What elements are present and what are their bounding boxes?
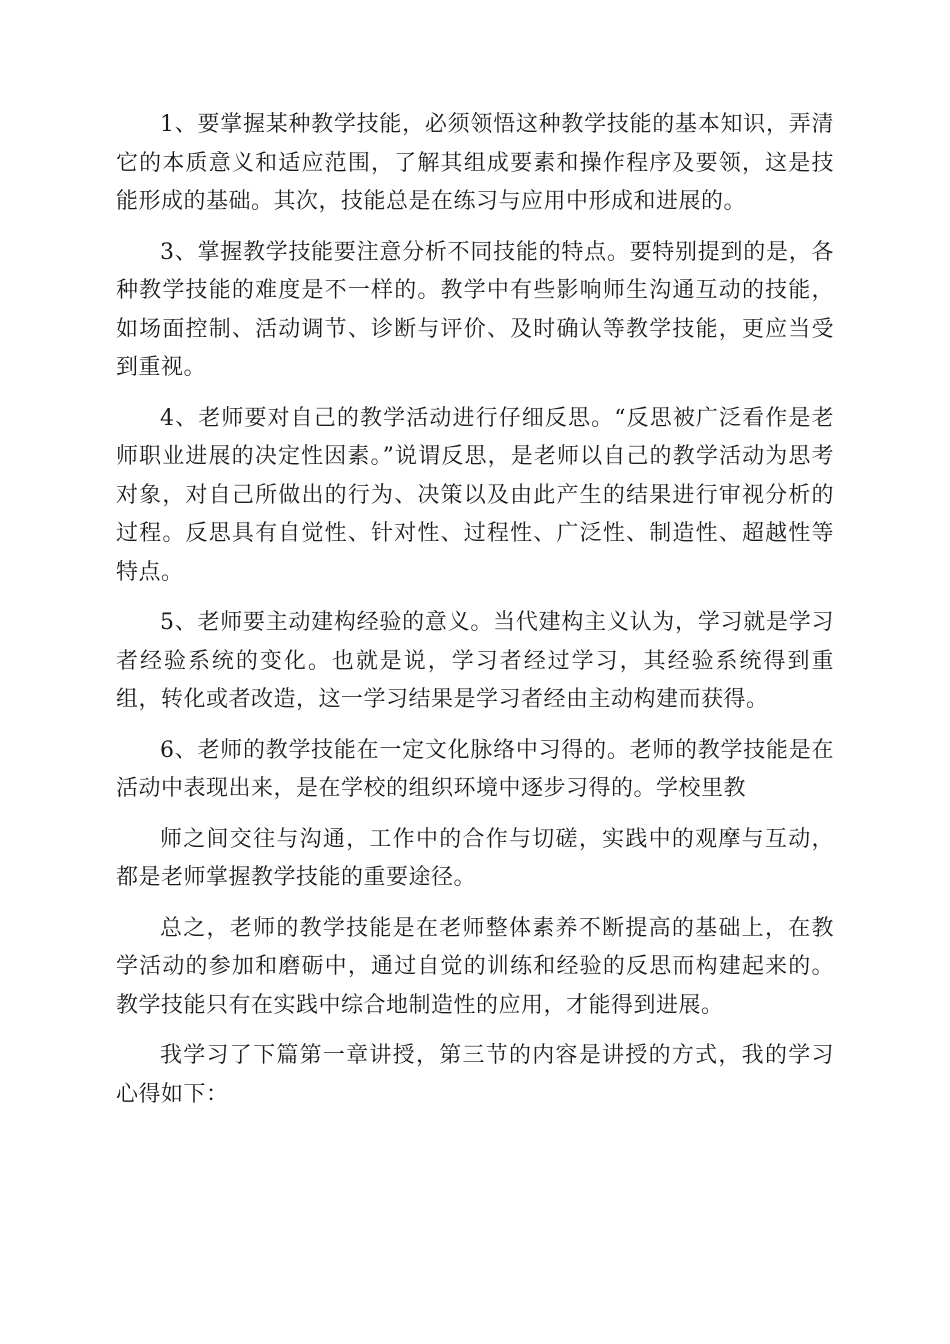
paragraph-5: 5、老师要主动建构经验的意义。当代建构主义认为，学习就是学习者经验系统的变化。也就是说，学习者经过学习，其经验系统得到重组，转化或者改造，这一学习结果是学习者经由主动构建而获得。: [116, 610, 834, 712]
paragraph-3: 3、掌握教学技能要注意分析不同技能的特点。要特别提到的是，各种教学技能的难度是不一样的。教学中有些影响师生沟通互动的技能，如场面控制、活动调节、诊断与评价、及时确认等教学技能，更应当受到重视。: [116, 239, 834, 380]
paragraph-summary: 总之，老师的教学技能是在老师整体素养不断提高的基础上，在教学活动的参加和磨砺中，通过自觉的训练和经验的反思而构建起来的。教学技能只有在实践中综合地制造性的应用，才能得到进展。: [116, 915, 834, 1018]
paragraph-4: 4、老师要对自己的教学活动进行仔细反思。“反思被广泛看作是老师职业进展的决定性因素。”说谓反思，是老师以自己的教学活动为思考对象，对自己所做出的行为、决策以及由此产生的结果进行审视分析的过程。反思具有自觉性、针对性、过程性、广泛性、制造性、超越性等特点。: [116, 405, 834, 585]
paragraph-6: 6、老师的教学技能在一定文化脉络中习得的。老师的教学技能是在活动中表现出来，是在学校的组织环境中逐步习得的。学校里教: [116, 737, 834, 801]
paragraph-1: 1、要掌握某种教学技能，必须领悟这种教学技能的基本知识，弄清它的本质意义和适应范围，了解其组成要素和操作程序及要领，这是技能形成的基础。其次，技能总是在练习与应用中形成和进展的。: [116, 112, 834, 214]
paragraph-6-continued: 师之间交往与沟通，工作中的合作与切磋，实践中的观摩与互动，都是老师掌握教学技能的重要途径。: [116, 826, 834, 890]
paragraph-study-notes: 我学习了下篇第一章讲授，第三节的内容是讲授的方式，我的学习心得如下：: [116, 1043, 834, 1107]
document-page: [116, 106, 834, 1126]
